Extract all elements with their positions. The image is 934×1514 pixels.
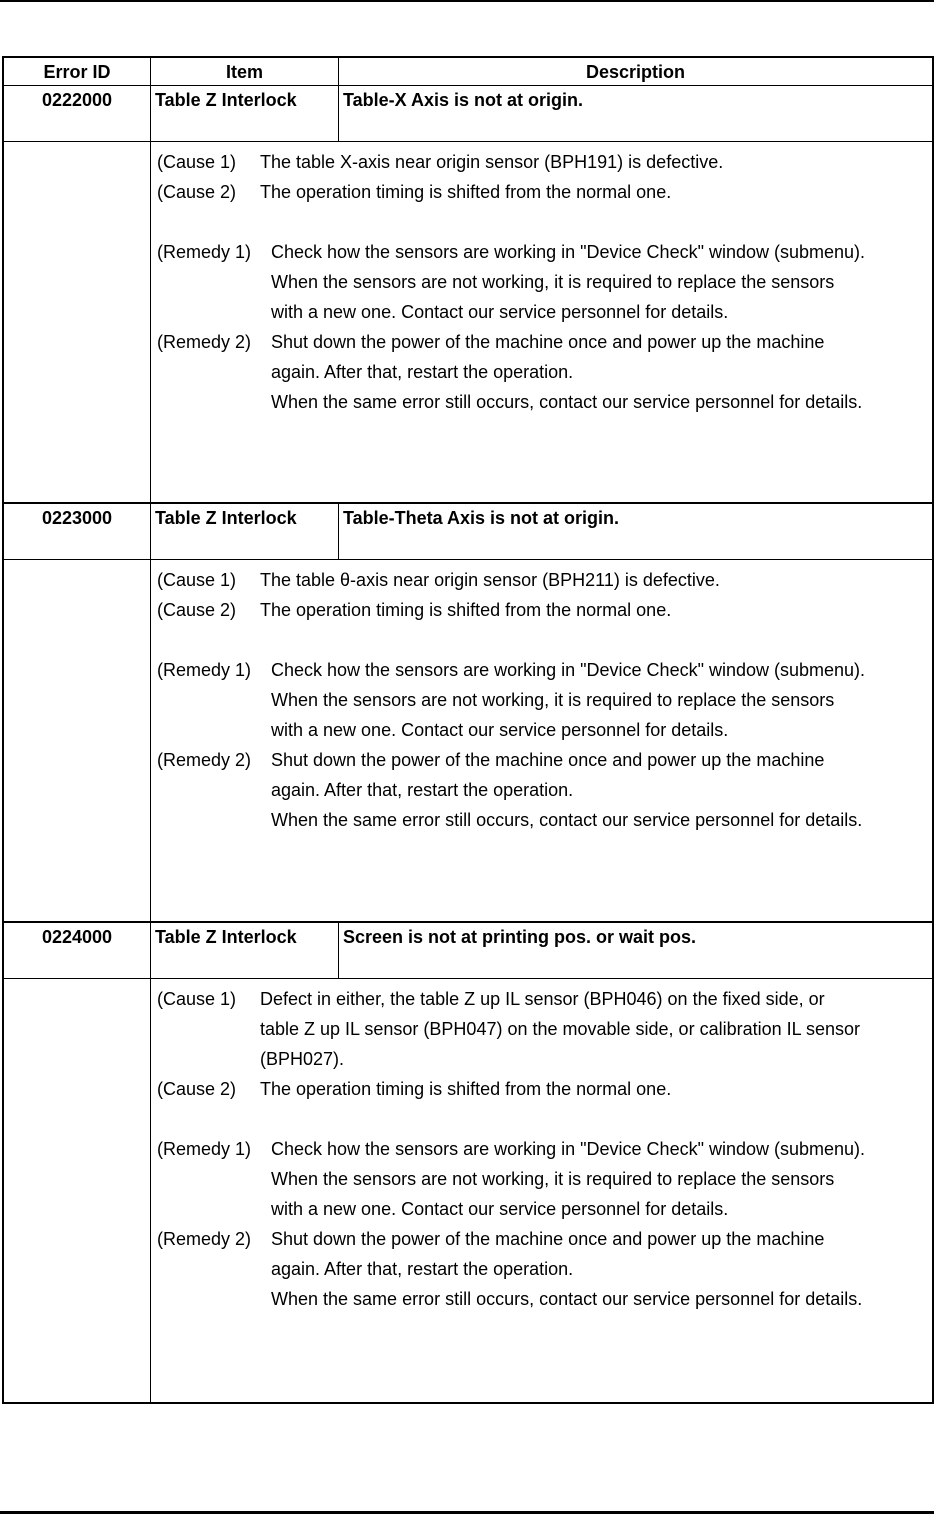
cause-label: (Cause 2) <box>157 1079 237 1099</box>
cause-remedy-text <box>151 560 932 921</box>
empty-id-cell <box>4 560 151 921</box>
remedy-line: When the same error still occurs, contact our service personnel for details. <box>271 1289 863 1309</box>
error-description: Table-X Axis is not at origin. <box>343 90 584 110</box>
top-rule <box>0 0 934 2</box>
remedy-text <box>271 1224 862 1314</box>
cause-remedy-text <box>151 142 932 502</box>
error-id: 0224000 <box>4 923 151 978</box>
cause-line: The operation timing is shifted from the normal one. <box>260 182 672 202</box>
cause-text <box>260 565 720 595</box>
cause-entry <box>157 147 932 177</box>
error-id: 0222000 <box>4 86 151 141</box>
remedy-line: again. After that, restart the operation. <box>271 780 574 800</box>
remedy-entry <box>157 1134 932 1224</box>
error-summary-row <box>4 923 932 979</box>
error-id: 0223000 <box>4 504 151 559</box>
remedy-entry <box>157 1224 932 1314</box>
remedy-entry <box>157 745 932 835</box>
remedy-text <box>271 655 865 745</box>
remedy-line: When the sensors are not working, it is required to replace the sensors <box>271 272 835 292</box>
remedy-label: (Remedy 2) <box>157 750 252 770</box>
error-summary-row <box>4 86 932 142</box>
cause-text <box>260 595 671 625</box>
remedy-line: When the sensors are not working, it is required to replace the sensors <box>271 690 835 710</box>
cause-label: (Cause 2) <box>157 182 237 202</box>
error-detail-row <box>4 560 932 923</box>
cause-line: table Z up IL sensor (BPH047) on the movable side, or calibration IL sensor <box>260 1019 860 1039</box>
remedy-label: (Remedy 2) <box>157 1229 252 1249</box>
remedy-label: (Remedy 2) <box>157 332 252 352</box>
spacer <box>157 207 932 237</box>
remedy-line: Shut down the power of the machine once and power up the machine <box>271 750 825 770</box>
remedy-entry <box>157 237 932 327</box>
cause-text <box>260 984 860 1074</box>
remedy-line: When the same error still occurs, contact our service personnel for details. <box>271 392 863 412</box>
cause-text <box>260 1074 671 1104</box>
error-detail-row <box>4 979 932 1402</box>
remedy-text <box>271 237 865 327</box>
table-header <box>4 58 932 86</box>
error-detail-row <box>4 142 932 504</box>
remedy-line: Check how the sensors are working in "Device Check" window (submenu). <box>271 242 866 262</box>
remedy-entry <box>157 327 932 417</box>
remedy-line: Check how the sensors are working in "Device Check" window (submenu). <box>271 660 866 680</box>
remedy-label: (Remedy 1) <box>157 660 252 680</box>
table-body <box>4 86 932 1402</box>
remedy-line: Check how the sensors are working in "Device Check" window (submenu). <box>271 1139 866 1159</box>
error-description: Screen is not at printing pos. or wait pos. <box>343 927 697 947</box>
cause-label: (Cause 1) <box>157 989 237 1009</box>
remedy-label: (Remedy 1) <box>157 242 252 262</box>
cause-line: Defect in either, the table Z up IL sensor (BPH046) on the fixed side, or <box>260 989 825 1009</box>
cause-entry <box>157 1074 932 1104</box>
cause-label: (Cause 2) <box>157 600 237 620</box>
cause-text <box>260 177 671 207</box>
remedy-text <box>271 745 862 835</box>
empty-id-cell <box>4 142 151 502</box>
error-item: Table Z Interlock <box>151 86 339 141</box>
cause-entry <box>157 984 932 1074</box>
spacer <box>157 625 932 655</box>
remedy-line: with a new one. Contact our service personnel for details. <box>271 302 729 322</box>
error-summary-row <box>4 504 932 560</box>
cause-line: (BPH027). <box>260 1049 345 1069</box>
remedy-line: When the same error still occurs, contact our service personnel for details. <box>271 810 863 830</box>
remedy-text <box>271 1134 865 1224</box>
remedy-line: again. After that, restart the operation. <box>271 1259 574 1279</box>
cause-remedy-text <box>151 979 932 1402</box>
remedy-line: with a new one. Contact our service personnel for details. <box>271 1199 729 1219</box>
remedy-line: Shut down the power of the machine once and power up the machine <box>271 1229 825 1249</box>
remedy-line: When the sensors are not working, it is required to replace the sensors <box>271 1169 835 1189</box>
cause-entry <box>157 177 932 207</box>
cause-line: The operation timing is shifted from the normal one. <box>260 1079 672 1099</box>
cause-entry <box>157 595 932 625</box>
error-description: Table-Theta Axis is not at origin. <box>343 508 620 528</box>
cause-entry <box>157 565 932 595</box>
remedy-text <box>271 327 862 417</box>
remedy-entry <box>157 655 932 745</box>
remedy-line: with a new one. Contact our service personnel for details. <box>271 720 729 740</box>
header-item: Item <box>151 58 339 85</box>
error-table <box>2 56 934 1404</box>
cause-label: (Cause 1) <box>157 570 237 590</box>
cause-label: (Cause 1) <box>157 152 237 172</box>
error-item: Table Z Interlock <box>151 504 339 559</box>
remedy-label: (Remedy 1) <box>157 1139 252 1159</box>
spacer <box>157 1104 932 1134</box>
empty-id-cell <box>4 979 151 1402</box>
header-description: Description <box>585 62 686 82</box>
cause-line: The operation timing is shifted from the normal one. <box>260 600 672 620</box>
cause-line: The table X-axis near origin sensor (BPH191) is defective. <box>260 152 724 172</box>
header-error-id: Error ID <box>4 58 151 85</box>
cause-line: The table θ-axis near origin sensor (BPH211) is defective. <box>260 570 720 590</box>
remedy-line: again. After that, restart the operation. <box>271 362 574 382</box>
cause-text <box>260 147 723 177</box>
remedy-line: Shut down the power of the machine once and power up the machine <box>271 332 825 352</box>
error-item: Table Z Interlock <box>151 923 339 978</box>
